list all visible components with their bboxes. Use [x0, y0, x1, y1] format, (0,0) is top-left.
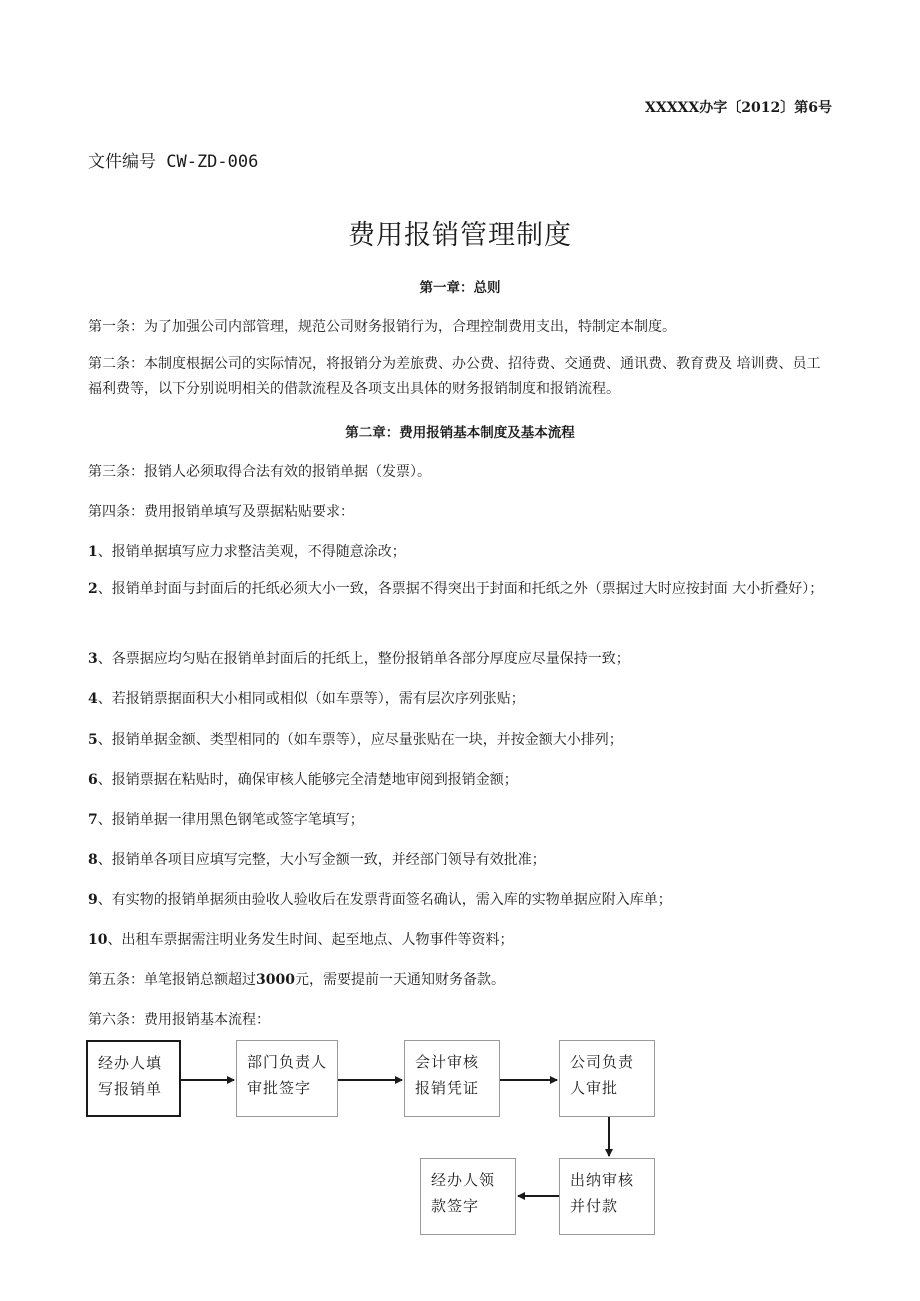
article-2: 第二条：本制度根据公司的实际情况，将报销分为差旅费、办公费、招待费、交通费、通讯费、教育费及 培训费、员工福利费等，以下分别说明相关的借款流程及各项支出具体的财务报销制度和报销流程。	[88, 356, 821, 397]
flow-step-accounting-review: 会计审核 报销凭证	[404, 1040, 500, 1117]
list-item: 7、报销单据一律用黑色钢笔或签字笔填写；	[88, 812, 364, 828]
document-number: XXXXX办字〔2012〕第6号	[644, 100, 832, 116]
list-item: 6、报销票据在粘贴时，确保审核人能够完全清楚地审阅到报销金额；	[88, 772, 518, 788]
page-title: 费用报销管理制度	[348, 220, 572, 251]
flow-step-fill-form: 经办人填 写报销单	[86, 1040, 181, 1117]
article-3: 第三条：报销人必须取得合法有效的报销单据（发票）。	[88, 464, 431, 480]
chapter-2-heading: 第二章：费用报销基本制度及基本流程	[345, 425, 575, 441]
list-item: 8、报销单各项目应填写完整，大小写金额一致，并经部门领导有效批准；	[88, 852, 546, 868]
flow-step-receive-sign: 经办人领 款签字	[420, 1158, 516, 1235]
list-item: 5、报销单据金额、类型相同的（如车票等），应尽量张贴在一块，并按金额大小排列；	[88, 732, 623, 748]
flow-step-company-approval: 公司负责 人审批	[559, 1040, 655, 1117]
list-item: 4、若报销票据面积大小相同或相似（如车票等），需有层次序列张贴；	[88, 691, 525, 707]
list-item: 10、出租车票据需注明业务发生时间、起至地点、人物事件等资料；	[88, 932, 514, 948]
flow-step-cashier-payment: 出纳审核 并付款	[559, 1158, 655, 1235]
article-1: 第一条：为了加强公司内部管理，规范公司财务报销行为，合理控制费用支出，特制定本制度。	[88, 319, 676, 335]
flow-step-dept-approval: 部门负责人 审批签字	[236, 1040, 338, 1117]
list-item: 9、有实物的报销单据须由验收人验收后在发票背面签名确认，需入库的实物单据应附入库单；	[88, 892, 672, 908]
article-5: 第五条：单笔报销总额超过3000元，需要提前一天通知财务备款。	[88, 972, 505, 988]
list-item: 2、报销单封面与封面后的托纸必须大小一致，各票据不得突出于封面和托纸之外（票据过大时应按封面 大小折叠好）；	[88, 581, 824, 597]
chapter-1-heading: 第一章：总则	[419, 280, 501, 296]
list-item: 3、各票据应均匀贴在报销单封面后的托纸上，整份报销单各部分厚度应尽量保持一致；	[88, 651, 630, 667]
article-6: 第六条：费用报销基本流程：	[88, 1012, 270, 1028]
list-item: 1、报销单据填写应力求整洁美观，不得随意涂改；	[88, 544, 406, 560]
file-number: 文件编号 CW-ZD-006	[88, 152, 259, 172]
article-4: 第四条：费用报销单填写及票据粘贴要求：	[88, 504, 354, 520]
